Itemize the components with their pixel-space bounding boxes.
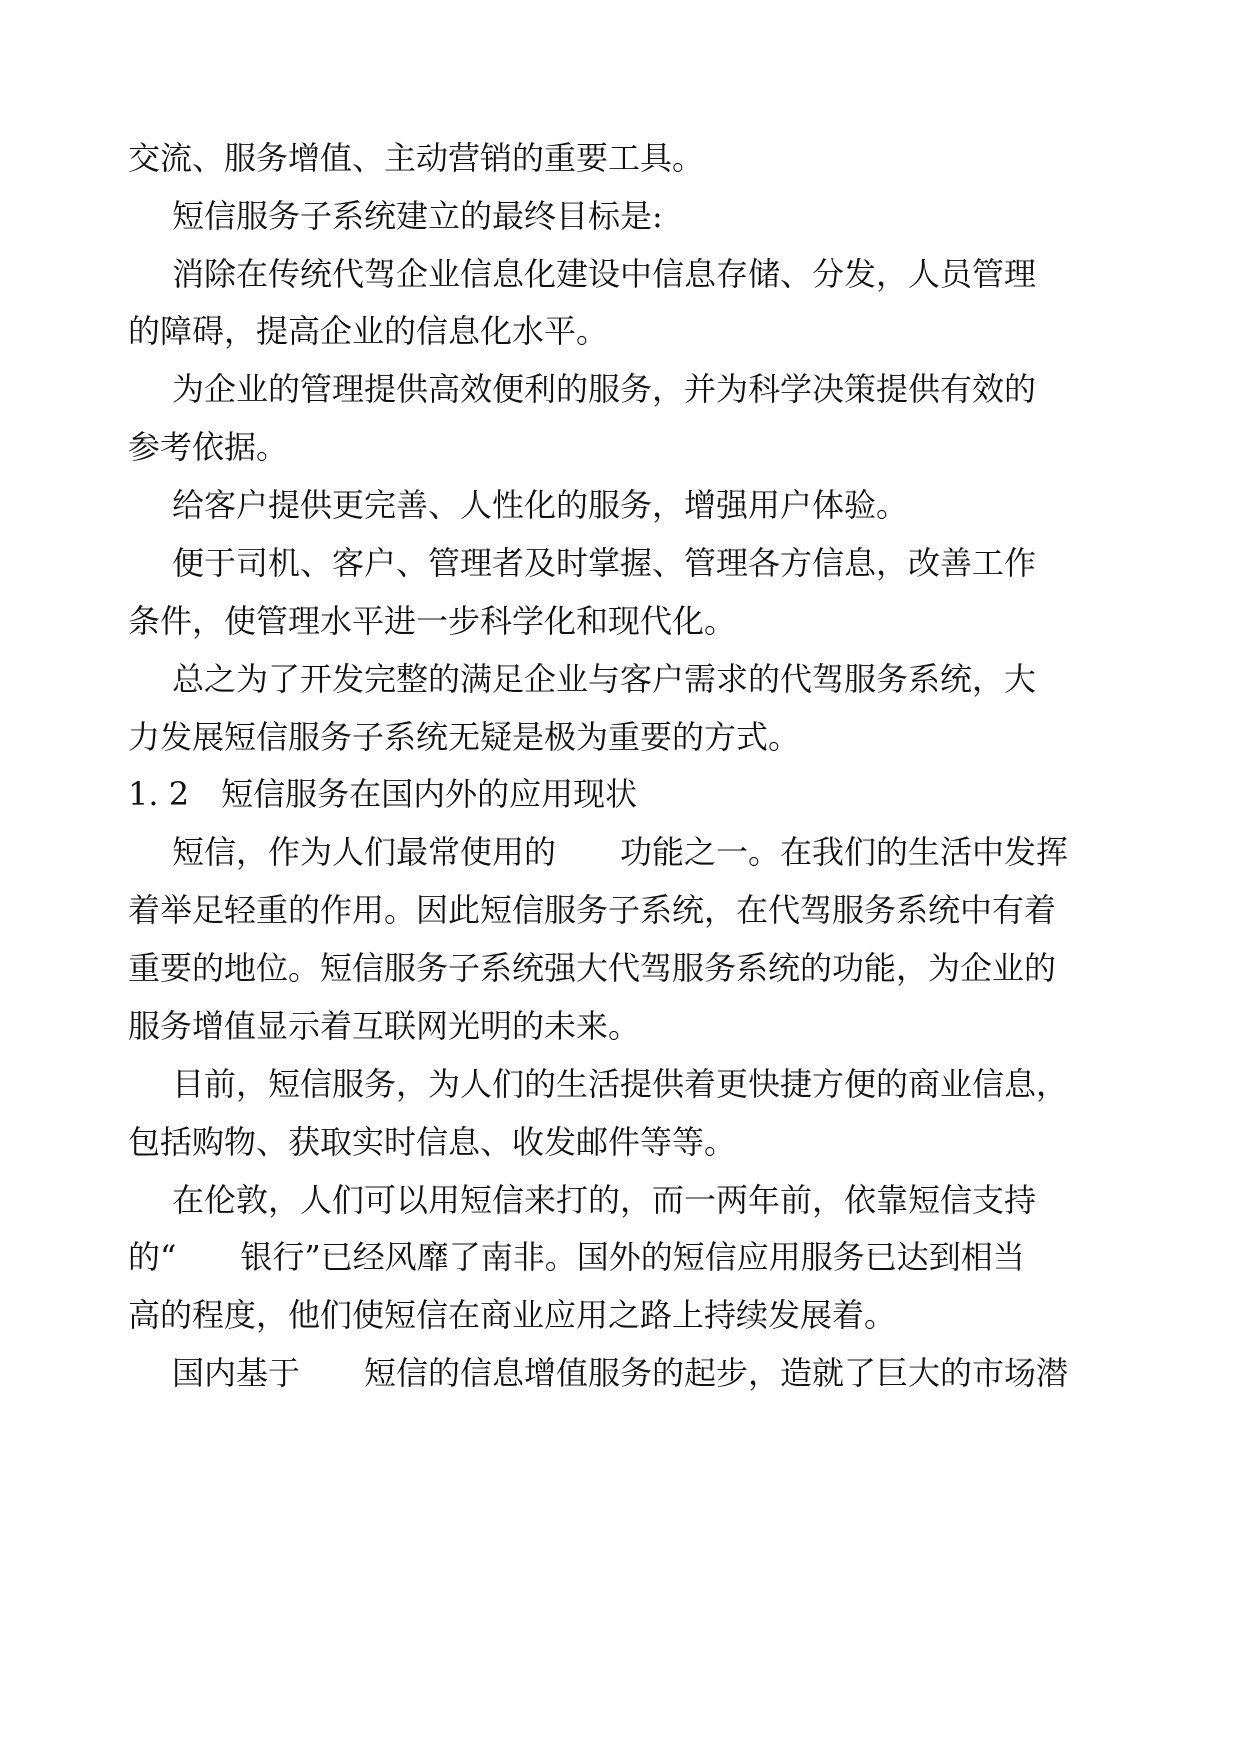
text-line: 国内基于 短信的信息增值服务的起步，造就了巨大的市场潜	[172, 1354, 1069, 1392]
text-line: 的障碍，提高企业的信息化水平。	[128, 312, 609, 350]
text-line: 短信，作为人们最常使用的 功能之一。在我们的生活中发挥	[172, 833, 1069, 871]
text-line: 包括购物、获取实时信息、收发邮件等等。	[128, 1123, 737, 1161]
text-line: 高的程度，他们使短信在商业应用之路上持续发展着。	[128, 1296, 897, 1334]
text-line: 着举足轻重的作用。因此短信服务子系统，在代驾服务系统中有着	[128, 891, 1057, 929]
text-line: 为企业的管理提供高效便利的服务，并为科学决策提供有效的	[172, 370, 1037, 408]
text-line: 在伦敦，人们可以用短信来打的，而一两年前，依靠短信支持	[172, 1181, 1037, 1219]
text-line: 消除在传统代驾企业信息化建设中信息存储、分发，人员管理	[172, 255, 1037, 293]
text-line: 短信服务子系统建立的最终目标是:	[172, 197, 663, 235]
text-line: 条件，使管理水平进一步科学化和现代化。	[128, 602, 737, 640]
section-heading: 1. 2 短信服务在国内外的应用现状	[128, 775, 638, 813]
text-line: 的“ 银行”已经风靡了南非。国外的短信应用服务已达到相当	[128, 1238, 1025, 1276]
text-line: 交流、服务增值、主动营销的重要工具。	[128, 139, 705, 177]
text-line: 力发展短信服务子系统无疑是极为重要的方式。	[128, 718, 801, 756]
text-line: 总之为了开发完整的满足企业与客户需求的代驾服务系统，大	[172, 660, 1037, 698]
text-line: 服务增值显示着互联网光明的未来。	[128, 1007, 641, 1045]
text-line: 便于司机、客户、管理者及时掌握、管理各方信息，改善工作	[172, 544, 1037, 582]
text-line: 重要的地位。短信服务子系统强大代驾服务系统的功能，为企业的	[128, 949, 1057, 987]
text-line: 给客户提供更完善、人性化的服务，增强用户体验。	[172, 486, 909, 524]
text-line: 参考依据。	[128, 428, 289, 466]
text-line: 目前，短信服务，为人们的生活提供着更快捷方便的商业信息，	[172, 1065, 1069, 1103]
